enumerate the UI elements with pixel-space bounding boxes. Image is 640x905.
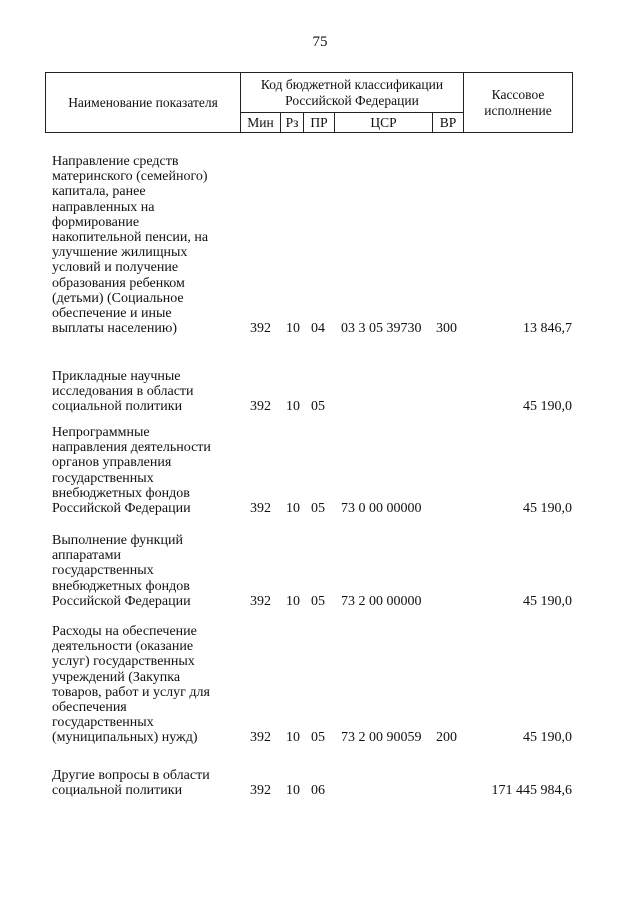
row-name-line: Расходы на обеспечение [52, 624, 197, 639]
row-name-line: учреждений (Закупка [52, 669, 181, 685]
row-name-line: внебюджетных фондов [52, 485, 190, 501]
row-rz: 10 [286, 500, 300, 516]
row-amount: 13 846,7 [523, 321, 572, 337]
row-pr: 05 [311, 399, 325, 415]
row-name [52, 533, 242, 609]
row-pr: 05 [311, 500, 325, 516]
row-amount: 45 190,0 [523, 500, 572, 516]
header-rz: Рз [281, 113, 304, 133]
row-name-line: образования ребенком [52, 275, 185, 291]
row-rz: 10 [286, 730, 300, 746]
row-pr: 05 [311, 593, 325, 609]
row-name [52, 768, 242, 798]
row-name-line: направления деятельности [52, 440, 211, 456]
row-name-line: внебюджетных фондов [52, 578, 190, 594]
row-name [52, 154, 242, 336]
row-min: 392 [250, 593, 271, 609]
header-min: Мин [241, 113, 281, 133]
row-name-line: социальной политики [52, 399, 183, 415]
row-min: 392 [250, 500, 271, 516]
row-min: 392 [250, 321, 271, 337]
row-name-line: формирование [52, 214, 140, 230]
row-csr: 73 2 00 90059 [341, 730, 422, 746]
row-vr: 300 [436, 321, 457, 337]
row-name [52, 369, 242, 415]
table-row [0, 154, 640, 336]
table-row [0, 768, 640, 798]
row-rz: 10 [286, 399, 300, 415]
row-min: 392 [250, 730, 271, 746]
row-name [52, 425, 242, 516]
header-pr: ПР [304, 113, 335, 133]
row-name-line: выплаты населению) [52, 321, 177, 337]
row-name-line: социальной политики [52, 783, 183, 799]
row-name-line: материнского (семейного) [52, 169, 208, 185]
row-pr: 05 [311, 730, 325, 746]
row-name-line: исследования в области [52, 384, 194, 400]
row-name-line: государственных [52, 715, 154, 731]
table-row [0, 624, 640, 746]
row-amount: 45 190,0 [523, 730, 572, 746]
table-row [0, 369, 640, 415]
row-name-line: услуг) государственных [52, 654, 195, 670]
row-csr: 73 0 00 00000 [341, 500, 422, 516]
row-name-line: Непрограммные [52, 425, 150, 440]
table-header [45, 72, 573, 133]
row-name-line: деятельности (оказание [52, 639, 194, 655]
row-name-line: аппаратами [52, 548, 121, 564]
row-name-line: Российской Федерации [52, 593, 191, 609]
row-rz: 10 [286, 321, 300, 337]
row-name-line: (детьми) (Социальное [52, 290, 184, 306]
row-name-line: Российской Федерации [52, 501, 191, 517]
row-name-line: накопительной пенсии, на [52, 230, 209, 246]
row-name-line: Другие вопросы в области [52, 768, 210, 783]
row-vr: 200 [436, 730, 457, 746]
row-csr: 03 3 05 39730 [341, 321, 422, 337]
row-min: 392 [250, 783, 271, 799]
row-name-line: Выполнение функций [52, 533, 183, 548]
row-name-line: Направление средств [52, 154, 179, 169]
row-rz: 10 [286, 783, 300, 799]
row-name-line: обеспечения [52, 700, 127, 716]
row-name-line: (муниципальных) нужд) [52, 730, 198, 746]
header-amount-column: Кассовое исполнение [464, 73, 573, 133]
row-amount: 45 190,0 [523, 593, 572, 609]
row-name-line: органов управления [52, 455, 172, 471]
row-name-line: улучшение жилищных [52, 245, 188, 261]
header-code-group: Код бюджетной классификации Российской Федерации [241, 73, 464, 113]
table-row [0, 425, 640, 516]
row-name-line: государственных [52, 563, 154, 579]
header-csr: ЦСР [335, 113, 433, 133]
row-name-line: обеспечение и иные [52, 306, 172, 322]
row-name-line: государственных [52, 470, 154, 486]
row-csr: 73 2 00 00000 [341, 593, 422, 609]
row-rz: 10 [286, 593, 300, 609]
row-name [52, 624, 242, 746]
row-pr: 06 [311, 783, 325, 799]
row-name-line: направленных на [52, 199, 155, 215]
row-amount: 171 445 984,6 [491, 783, 572, 799]
row-name-line: Прикладные научные [52, 369, 181, 384]
table-row [0, 533, 640, 609]
row-pr: 04 [311, 321, 325, 337]
page-number: 75 [312, 34, 328, 50]
row-name-line: условий и получение [52, 260, 179, 276]
row-amount: 45 190,0 [523, 399, 572, 415]
header-name-column: Наименование показателя [46, 73, 241, 133]
row-min: 392 [250, 399, 271, 415]
row-name-line: капитала, ранее [52, 184, 146, 200]
header-vr: ВР [433, 113, 464, 133]
row-name-line: товаров, работ и услуг для [52, 684, 210, 700]
